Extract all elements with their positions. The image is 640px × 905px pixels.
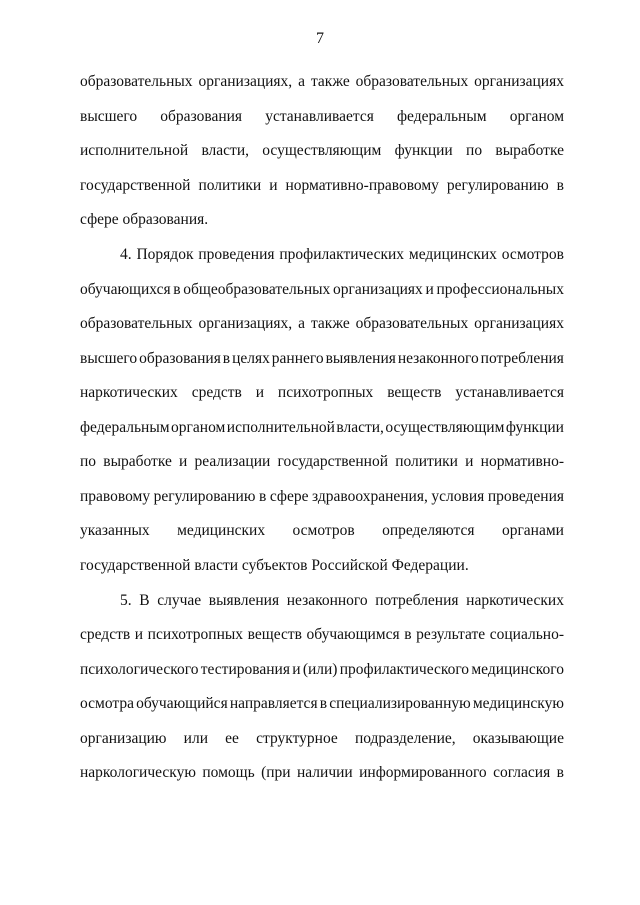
text-line: высшего образования устанавливается федеральным органом (80, 108, 564, 125)
text-line: 4. Порядок проведения профилактических медицинских осмотров (120, 246, 564, 263)
text-line: исполнительной власти, осуществляющим функции по выработке (80, 142, 564, 159)
page-number: 7 (316, 30, 324, 47)
text-line: сфере образования. (80, 211, 209, 228)
text-line: обучающихся в общеобразовательных организациях и профессиональных (80, 281, 564, 298)
text-line: психологического тестирования и (или) профилактического медицинского (80, 661, 564, 678)
text-line: государственной политики и нормативно-правовому регулированию в (80, 177, 564, 194)
text-line: по выработке и реализации государственной политики и нормативно- (80, 453, 564, 470)
text-line: организацию или ее структурное подразделение, оказывающие (80, 730, 564, 747)
text-line: образовательных организациях, а также образовательных организациях (80, 315, 564, 332)
text-line: осмотра обучающийся направляется в специализированную медицинскую (80, 695, 564, 712)
text-line: правовому регулированию в сфере здравоохранения, условия проведения (80, 488, 564, 505)
text-line: 5. В случае выявления незаконного потребления наркотических (120, 592, 564, 609)
text-line: государственной власти субъектов Российской Федерации. (80, 557, 469, 574)
text-line: высшего образования в целях раннего выявления незаконного потребления (80, 350, 564, 367)
text-line: наркологическую помощь (при наличии информированного согласия в (80, 764, 564, 781)
text-line: средств и психотропных веществ обучающимся в результате социально- (80, 626, 564, 643)
text-line: указанных медицинских осмотров определяются органами (80, 522, 564, 539)
text-line: федеральным органом исполнительной власти, осуществляющим функции (80, 419, 564, 436)
text-line: образовательных организациях, а также образовательных организациях (80, 73, 564, 90)
text-line: наркотических средств и психотропных веществ устанавливается (80, 384, 564, 401)
